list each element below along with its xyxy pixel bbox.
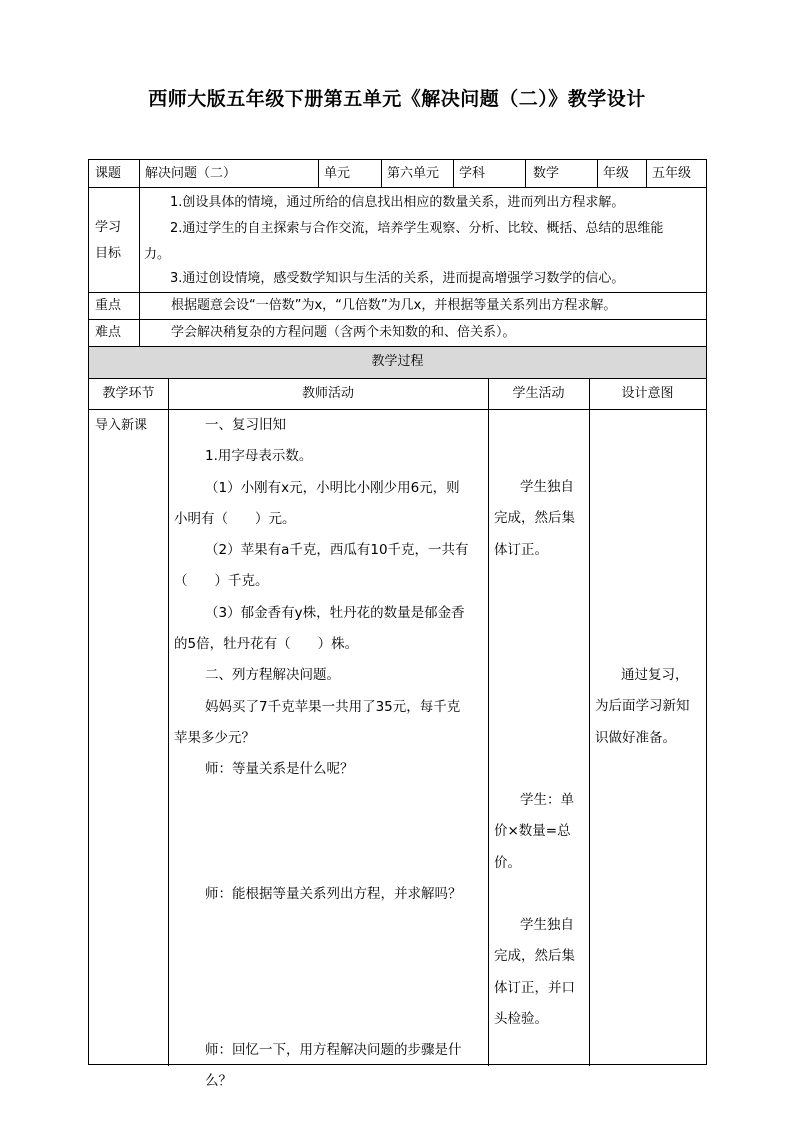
design-intent [595, 660, 705, 754]
intent-line: 为后面学习新知 [595, 698, 690, 715]
col-divider [646, 160, 647, 187]
goal-item-2: 2.通过学生的自主探索与合作交流，培养学生观察、分析、比较、概括、总结的思维能 [170, 221, 664, 236]
goal-item-2-cont: 力。 [144, 247, 171, 262]
student-line: 体订正，并口 [494, 979, 575, 996]
teacher-line: 的5倍，牡丹花有（ ）株。 [174, 636, 359, 653]
student-activity-a [494, 472, 588, 566]
column-header-teacher: 教师活动 [301, 386, 354, 401]
grade-value: 五年级 [652, 166, 692, 181]
teacher-line: 小明有（ ）元。 [174, 510, 296, 527]
student-line: 学生：单 [520, 792, 574, 808]
column-header-student: 学生活动 [512, 386, 565, 401]
goal-item-3: 3.通过创设情境，感受数学知识与生活的关系，进而提高增强学习数学的信心。 [170, 271, 625, 286]
col-divider [589, 378, 590, 1066]
col-divider [453, 160, 454, 187]
teacher-line: （ ）千克。 [174, 573, 269, 590]
key-point-label: 重点 [95, 298, 122, 313]
student-line: 学生独自 [520, 479, 574, 495]
teacher-line: 苹果多少元？ [174, 729, 255, 746]
document-title: 西师大版五年级下册第五单元《解决问题（二）》教学设计 [148, 88, 646, 110]
student-line: 学生独自 [520, 917, 574, 933]
subject-label: 学科 [459, 166, 486, 181]
teacher-line: 师：等量关系是什么呢？ [205, 761, 354, 778]
teacher-line: 妈妈买了7千克苹果一共用了35元，每千克 [205, 698, 461, 715]
student-activity-b [494, 785, 588, 879]
column-header-stage: 教学环节 [102, 386, 155, 401]
teacher-line: 1.用字母表示数。 [205, 448, 313, 465]
teacher-line: （3）郁金香有y株，牡丹花的数量是郁金香 [205, 604, 465, 621]
col-divider [139, 160, 140, 346]
student-line: 价×数量=总 [494, 823, 571, 840]
row-divider [89, 346, 706, 347]
difficulty-label: 难点 [95, 325, 122, 340]
teacher-line: （2）苹果有a千克，西瓜有10千克，一共有 [205, 542, 469, 559]
teacher-line: 师：回忆一下，用方程解决问题的步骤是什么？ [205, 1042, 462, 1090]
intent-line: 通过复习， [621, 667, 689, 683]
student-activity-c [494, 910, 588, 1035]
intent-line: 识做好准备。 [595, 729, 676, 746]
goal-item-1: 1.创设具体的情境，通过所给的信息找出相应的数量关系，进而列出方程求解。 [170, 195, 625, 210]
teacher-line: 一、复习旧知 [205, 417, 286, 433]
row-divider [89, 378, 706, 379]
teacher-activity [174, 410, 486, 786]
stage-name: 导入新课 [95, 418, 148, 433]
teacher-line: （1）小刚有x元，小明比小刚少用6元，则 [205, 479, 460, 496]
student-line: 价。 [494, 854, 521, 871]
subject-value: 数学 [533, 166, 560, 181]
col-divider [168, 378, 169, 1066]
col-divider [488, 378, 489, 1066]
col-divider [525, 160, 526, 187]
topic-label: 课题 [95, 166, 122, 181]
unit-label: 单元 [324, 166, 351, 181]
goals-label-line1: 学习 [95, 220, 122, 235]
col-divider [597, 160, 598, 187]
column-header-intent: 设计意图 [621, 386, 674, 401]
lesson-plan-table [88, 159, 707, 1090]
student-line: 体订正。 [494, 541, 548, 558]
teacher-line: 二、列方程解决问题。 [205, 667, 340, 684]
row-divider [89, 187, 706, 188]
student-line: 完成，然后集 [494, 948, 575, 965]
key-point-text: 根据题意会设“一倍数”为x，“几倍数”为几x，并根据等量关系列出方程求解。 [171, 298, 617, 313]
student-line: 头检验。 [494, 1010, 548, 1027]
unit-value: 第六单元 [387, 166, 440, 181]
col-divider [318, 160, 319, 187]
teacher-line: 师：能根据等量关系列出方程，并求解吗？ [205, 886, 462, 902]
student-line: 完成，然后集 [494, 510, 575, 527]
process-header: 教学过程 [371, 354, 424, 369]
col-divider [381, 160, 382, 187]
difficulty-text: 学会解决稍复杂的方程问题（含两个未知数的和、倍关系）。 [171, 325, 516, 340]
grade-label: 年级 [603, 166, 630, 181]
goals-label-line2: 目标 [95, 246, 122, 261]
topic-value: 解决问题（二） [145, 166, 237, 181]
